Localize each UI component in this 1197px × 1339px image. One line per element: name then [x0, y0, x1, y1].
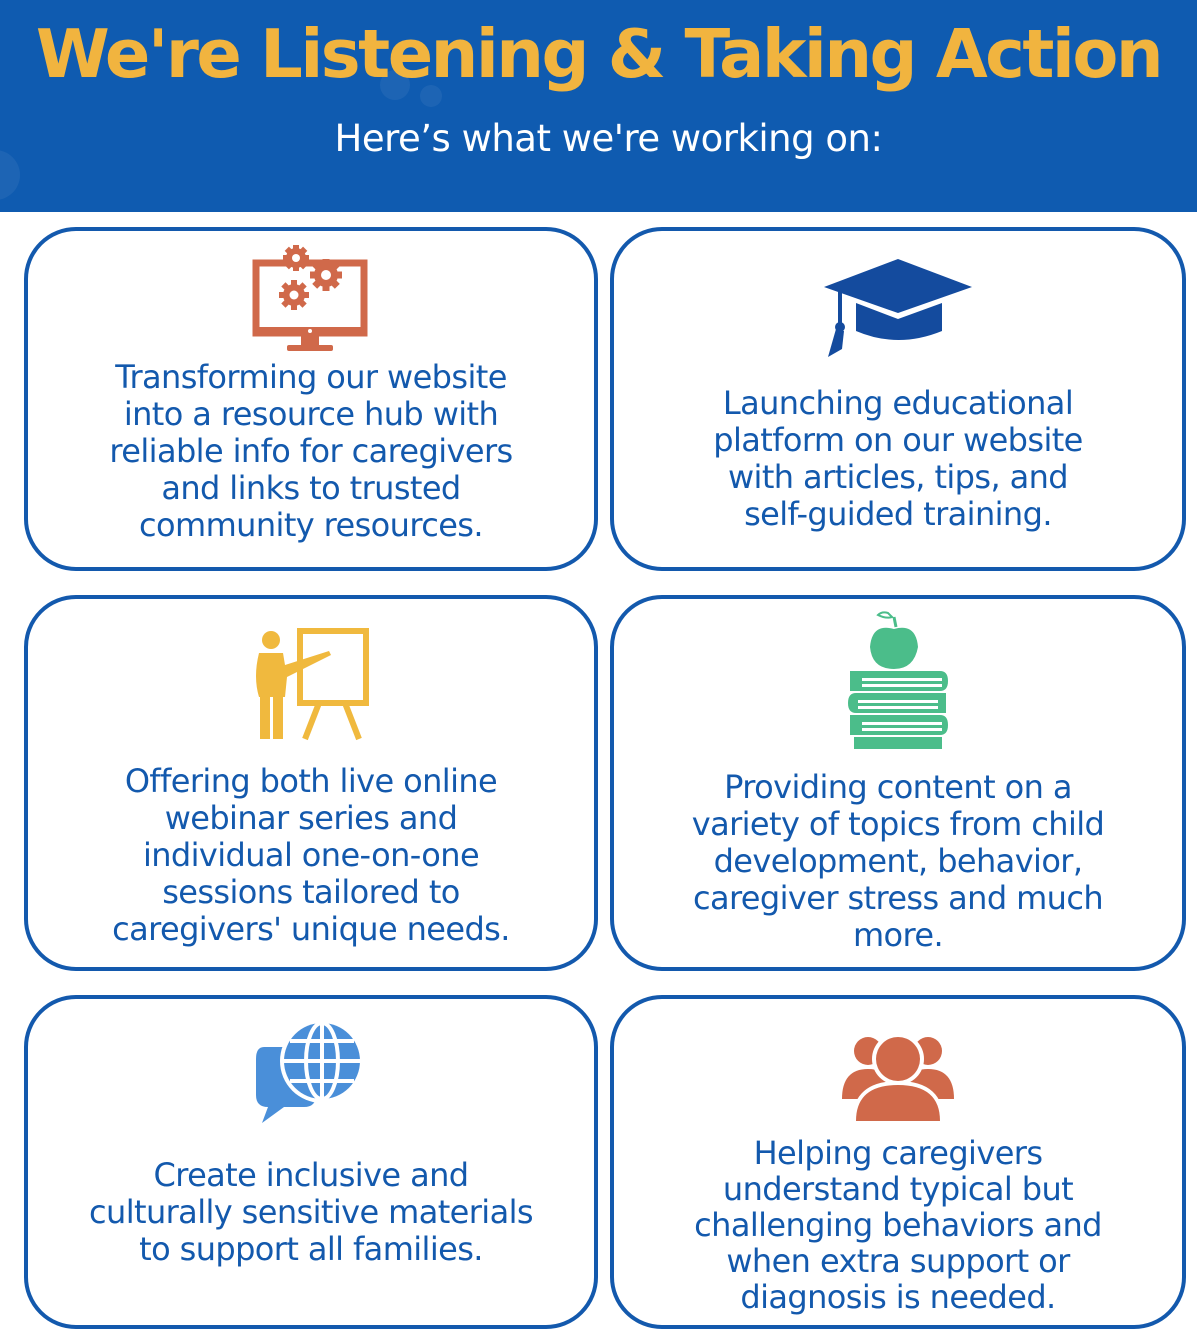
card-content-topics: [610, 595, 1186, 971]
globe-chat-icon: [254, 1017, 368, 1127]
card-educational-platform: [610, 227, 1186, 571]
people-group-icon: [840, 1029, 956, 1125]
computer-gears-icon: [251, 245, 371, 357]
card-text: Providing content on a variety of topics from child development, behavior, caregiver stress and much more.: [691, 768, 1105, 954]
card-text: Create inclusive and culturally sensitive materials to support all families.: [89, 1156, 533, 1268]
card-webinars-sessions: [24, 595, 598, 971]
presenter-board-icon: [249, 627, 373, 741]
page-subtitle: Here’s what we're working on:: [334, 117, 883, 160]
header-banner: [0, 0, 1197, 212]
page-title: We're Listening & Taking Action: [35, 15, 1162, 93]
card-text: Transforming our website into a resource hub with reliable info for caregivers and links to trusted community resources.: [109, 358, 513, 544]
books-apple-icon: [842, 609, 954, 751]
card-understanding-behaviors: [610, 995, 1186, 1329]
card-text: Launching educational platform on our website with articles, tips, and self-guided training.: [713, 384, 1083, 533]
card-text: Helping caregivers understand typical but challenging behaviors and when extra support or diagnosis is needed.: [694, 1134, 1102, 1316]
card-website-resource-hub: [24, 227, 598, 571]
card-text: Offering both live online webinar series and individual one-on-one sessions tailored to caregivers' unique needs.: [112, 762, 510, 948]
card-inclusive-materials: [24, 995, 598, 1329]
graduation-cap-icon: [822, 257, 974, 361]
